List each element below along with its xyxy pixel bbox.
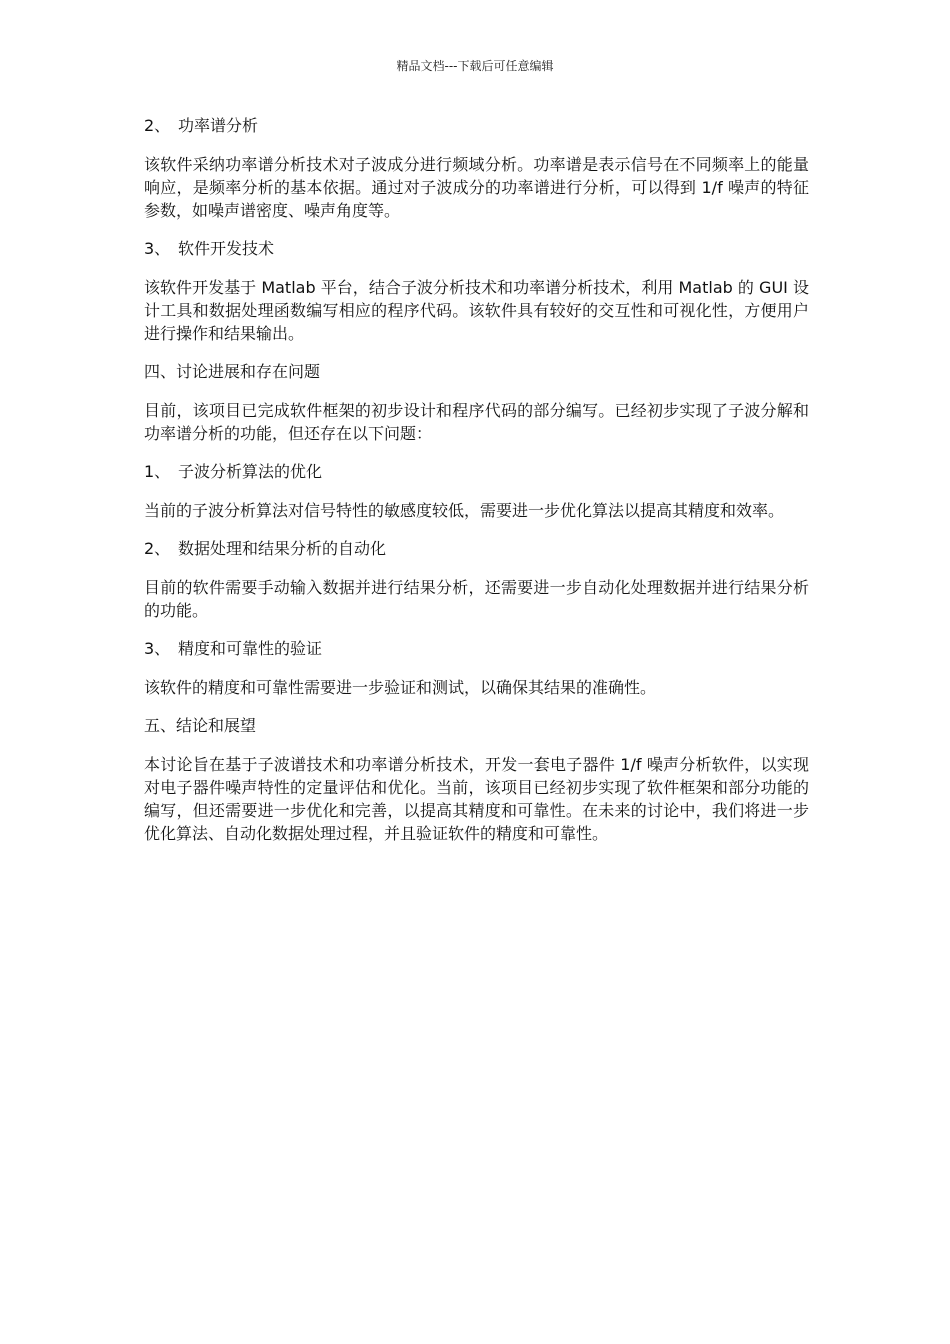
section-heading-power-spectrum: [144, 114, 809, 138]
paragraph: 该软件采纳功率谱分析技术对子波成分进行频域分析。功率谱是表示信号在不同频率上的能量响应，是频率分析的基本依据。通过对子波成分的功率谱进行分析，可以得到 1/f 噪声的特征参数，如噪声谱密度、噪声角度等。: [144, 155, 809, 220]
paragraph: 该软件的精度和可靠性需要进一步验证和测试，以确保其结果的准确性。: [144, 678, 657, 697]
heading-text: 软件开发技术: [178, 239, 275, 258]
heading-number: 3、: [144, 639, 171, 658]
heading-text: 功率谱分析: [178, 116, 259, 135]
paragraph: 目前的软件需要手动输入数据并进行结果分析，还需要进一步自动化处理数据并进行结果分析的功能。: [144, 578, 809, 620]
section-heading-automation: [144, 537, 809, 561]
paragraph: 本讨论旨在基于子波谱技术和功率谱分析技术，开发一套电子器件 1/f 噪声分析软件，以实现对电子器件噪声特性的定量评估和优化。当前，该项目已经初步实现了软件框架和部分功能的编写，但还需要进一步优化和完善，以提高其精度和可靠性。在未来的讨论中，我们将进一步优化算法、自动化数据处理过程，并且验证软件的精度和可靠性。: [144, 755, 809, 843]
section-heading-conclusion: [144, 714, 809, 738]
heading-number: 3、: [144, 239, 171, 258]
section-heading-software-dev: [144, 237, 809, 261]
document-body: [144, 114, 809, 860]
paragraph: 目前，该项目已完成软件框架的初步设计和程序代码的部分编写。已经初步实现了子波分解和功率谱分析的功能，但还存在以下问题：: [144, 401, 809, 443]
section-heading-validation: [144, 637, 809, 661]
section-heading-algorithm: [144, 460, 809, 484]
page-header: 精品文档---下载后可任意编辑: [396, 59, 554, 73]
paragraph: 当前的子波分析算法对信号特性的敏感度较低，需要进一步优化算法以提高其精度和效率。: [144, 501, 785, 520]
paragraph: 该软件开发基于 Matlab 平台，结合子波分析技术和功率谱分析技术，利用 Matlab 的 GUI 设计工具和数据处理函数编写相应的程序代码。该软件具有较好的交互性和可视化性，方便用户进行操作和结果输出。: [144, 278, 809, 343]
heading-text: 四、讨论进展和存在问题: [144, 362, 321, 381]
heading-number: 1、: [144, 462, 171, 481]
heading-text: 精度和可靠性的验证: [178, 639, 323, 658]
heading-number: 2、: [144, 539, 171, 558]
heading-text: 五、结论和展望: [144, 716, 257, 735]
section-heading-progress: [144, 360, 809, 384]
heading-text: 数据处理和结果分析的自动化: [178, 539, 387, 558]
heading-number: 2、: [144, 116, 171, 135]
heading-text: 子波分析算法的优化: [178, 462, 323, 481]
